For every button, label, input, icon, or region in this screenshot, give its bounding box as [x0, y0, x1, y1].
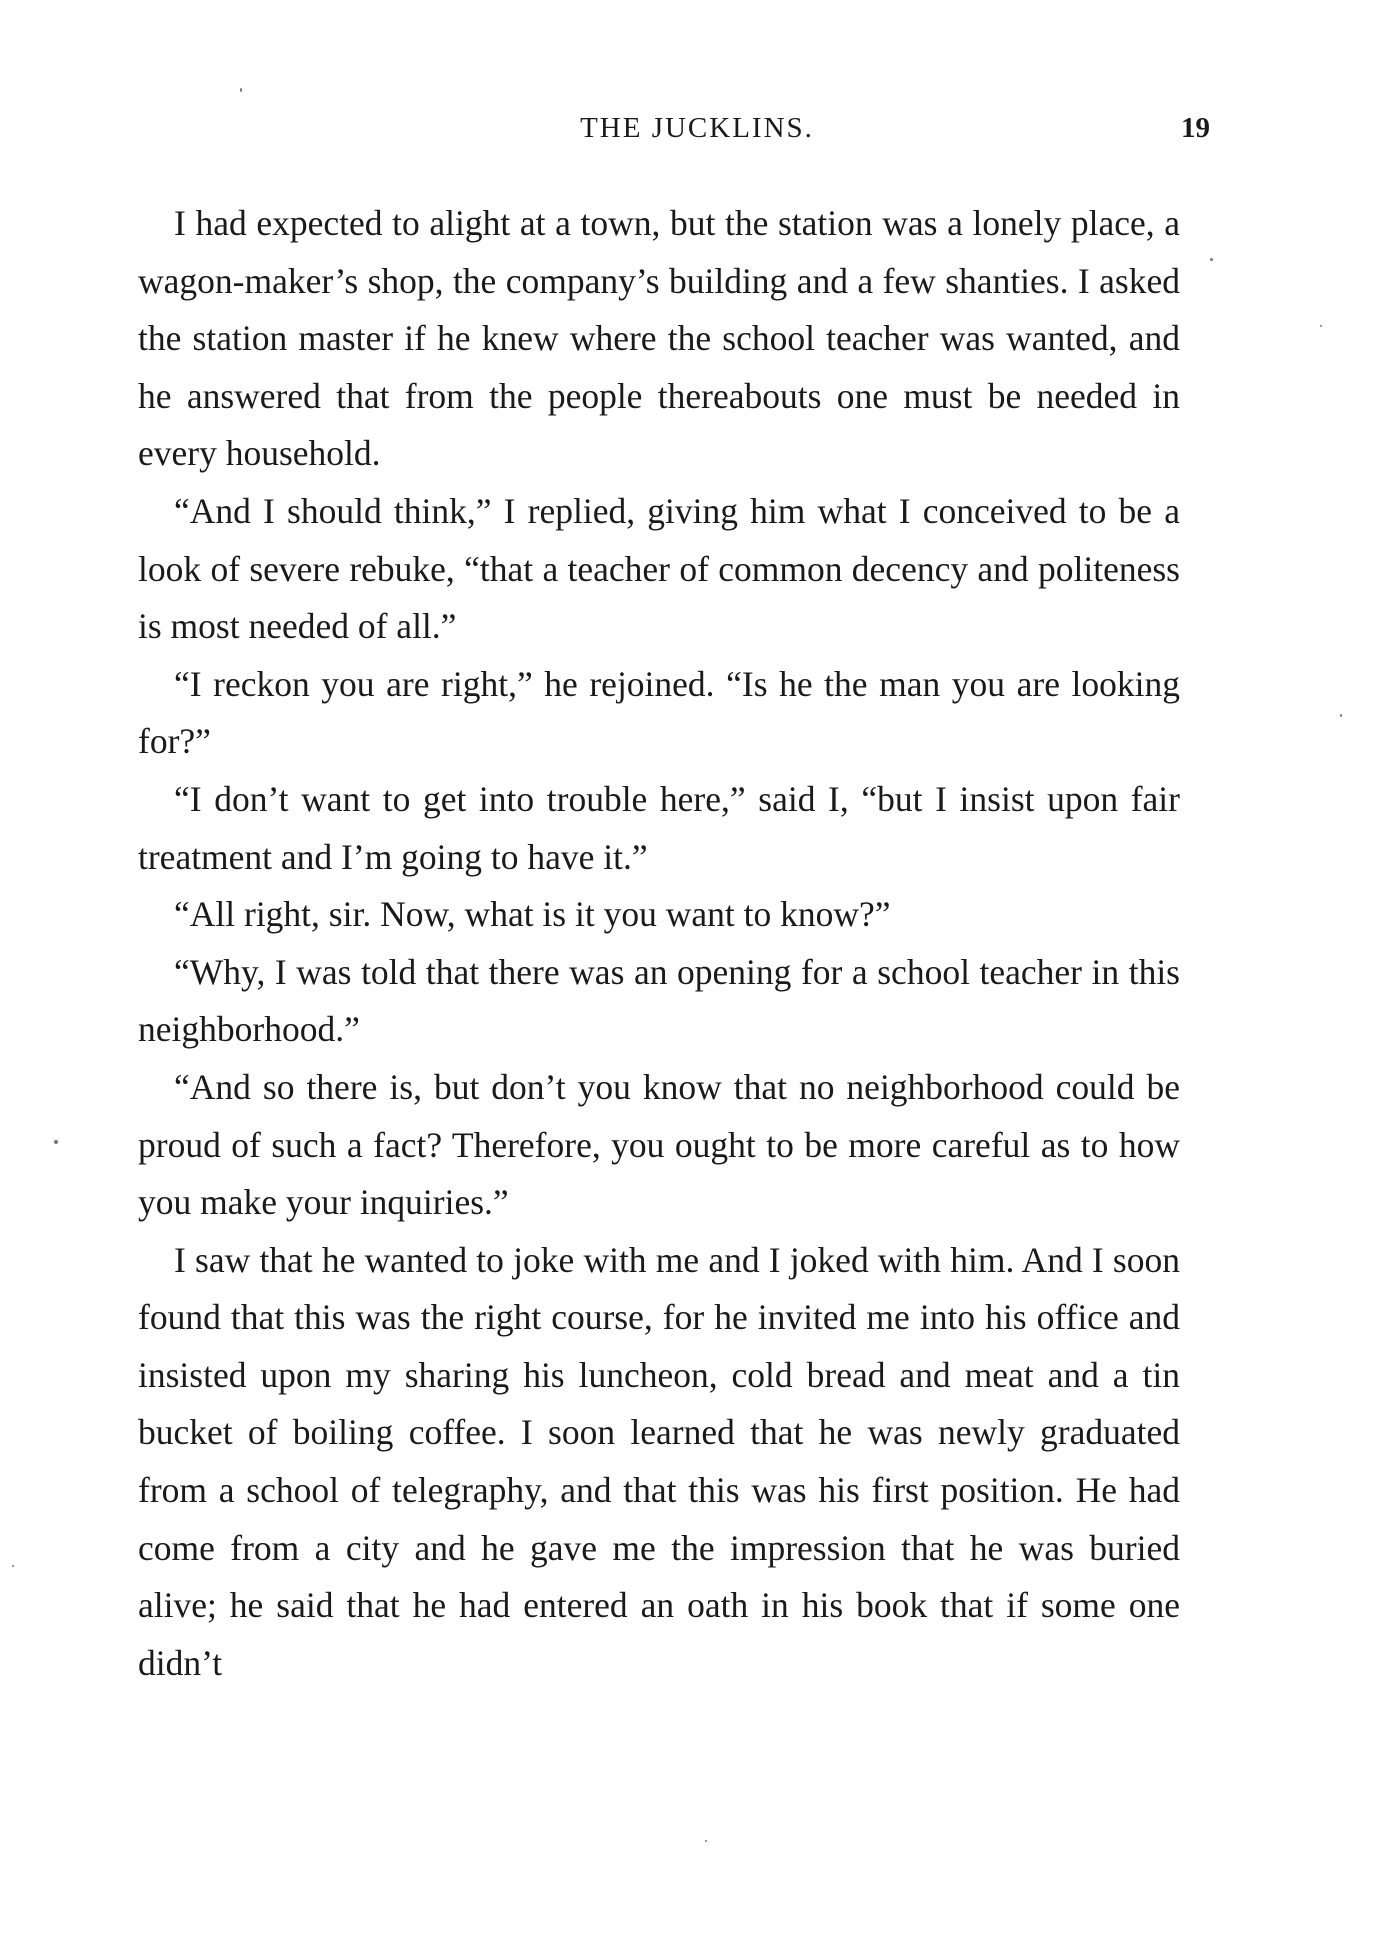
paragraph-8: I saw that he wanted to joke with me and I joked with him. And I soon found that this was the right course, for he invited me into his office and insisted upon my sharing his luncheon, cold bread and meat and a tin bucket of boiling coffee. I soon learned that he was newly graduated from a school of telegraphy, and that this was his first position. He had come from a city and he gave me the impression that he was buried alive; he said that he had entered an oath in his book that if some one didn’t [138, 1239, 1180, 1683]
body-text [138, 195, 1180, 1692]
paragraph-7: “And so there is, but don’t you know that no neighborhood could be proud of such a fact? Therefore, you ought to be more careful as to how you make your inquiries.” [138, 1066, 1180, 1223]
paragraph-2: “And I should think,” I replied, giving him what I conceived to be a look of severe rebuke, “that a teacher of common decency and politeness is most needed of all.” [138, 490, 1180, 647]
paragraph-3: “I reckon you are right,” he rejoined. “Is he the man you are looking for?” [138, 663, 1180, 762]
speck [12, 1565, 14, 1567]
running-head [0, 112, 1374, 152]
speck [705, 1840, 707, 1842]
speck [1210, 258, 1213, 261]
running-title: THE JUCKLINS. [580, 112, 814, 144]
speck [240, 88, 242, 92]
page-number: 19 [1181, 112, 1210, 144]
paragraph-4: “I don’t want to get into trouble here,” said I, “but I insist upon fair treatment and I’m going to have it.” [138, 778, 1180, 877]
paragraph-1: I had expected to alight at a town, but the station was a lonely place, a wagon-maker’s shop, the company’s building and a few shanties. I asked the station master if he knew where the school teacher was wanted, and he answered that from the people thereabouts one must be needed in every household. [138, 203, 1180, 474]
speck [1320, 325, 1322, 327]
paragraph-6: “Why, I was told that there was an opening for a school teacher in this neighborhood.” [138, 951, 1180, 1050]
speck [54, 1140, 58, 1144]
speck [1340, 714, 1342, 717]
paragraph-5: “All right, sir. Now, what is it you want to know?” [174, 894, 891, 935]
